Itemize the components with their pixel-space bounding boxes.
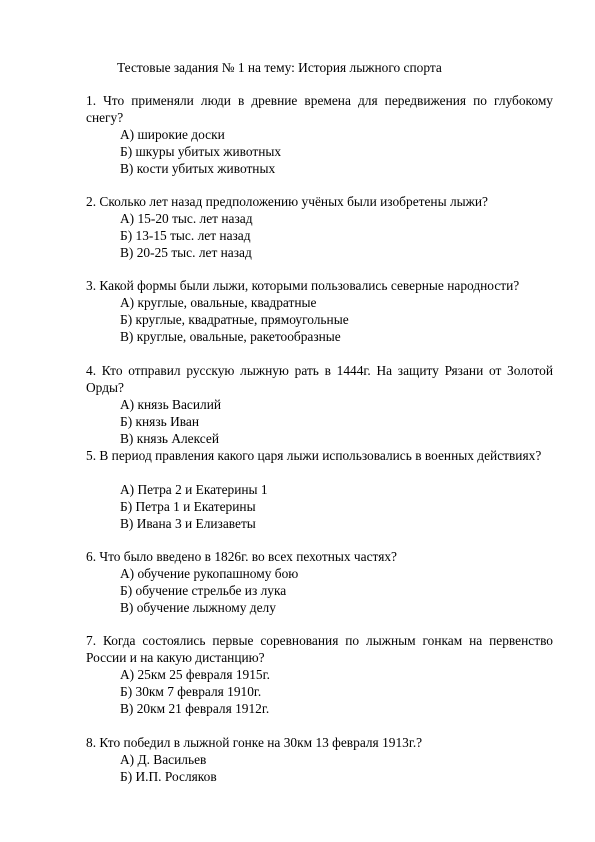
option-6c: В) обучение лыжному делу [120,600,276,615]
question-6-options [120,565,298,616]
question-2-options [120,210,253,261]
option-8b: Б) И.П. Росляков [120,769,217,784]
option-5a: А) Петра 2 и Екатерины 1 [120,482,268,497]
question-5-options [120,481,268,532]
option-3c: В) круглые, овальные, ракетообразные [120,329,341,344]
question-4-options [120,396,221,447]
question-8-options [120,751,217,785]
option-6b: Б) обучение стрельбе из лука [120,583,287,598]
question-4: 4. Кто отправил русскую лыжную рать в 1444г. На защиту Рязани от Золотой Орды? [86,363,553,395]
option-5b: Б) Петра 1 и Екатерины [120,499,256,514]
question-5: 5. В период правления какого царя лыжи использовались в военных действиях? [86,448,542,463]
option-6a: А) обучение рукопашному бою [120,566,299,581]
option-8a: А) Д. Васильев [120,752,207,767]
option-2a: А) 15-20 тыс. лет назад [120,211,253,226]
option-1a: А) широкие доски [120,127,225,142]
question-7-options [120,666,270,717]
option-3b: Б) круглые, квадратные, прямоугольные [120,312,349,327]
option-7c: В) 20км 21 февраля 1912г. [120,701,270,716]
option-4a: А) князь Василий [120,397,222,412]
option-5c: В) Ивана 3 и Елизаветы [120,516,256,531]
option-1b: Б) шкуры убитых животных [120,144,282,159]
option-1c: В) кости убитых животных [120,161,276,176]
question-3-options [120,294,349,345]
option-7b: Б) 30км 7 февраля 1910г. [120,684,262,699]
question-1-options [120,126,281,177]
question-1: 1. Что применяли люди в древние времена для передвижения по глубокому снегу? [86,93,553,125]
question-2: 2. Сколько лет назад предположению учёных были изобретены лыжи? [86,194,488,209]
option-4c: В) князь Алексей [120,431,219,446]
option-4b: Б) князь Иван [120,414,199,429]
page-title: Тестовые задания № 1 на тему: История лыжного спорта [117,60,442,75]
question-8: 8. Кто победил в лыжной гонке на 30км 13 февраля 1913г.? [86,735,423,750]
question-3: 3. Какой формы были лыжи, которыми пользовались северные народности? [86,278,520,293]
option-2b: Б) 13-15 тыс. лет назад [120,228,251,243]
question-7: 7. Когда состоялись первые соревнования по лыжным гонкам на первенство России и на какую дистанцию? [86,633,553,665]
option-7a: А) 25км 25 февраля 1915г. [120,667,270,682]
question-6: 6. Что было введено в 1826г. во всех пехотных частях? [86,549,397,564]
option-3a: А) круглые, овальные, квадратные [120,295,317,310]
option-2c: В) 20-25 тыс. лет назад [120,245,252,260]
